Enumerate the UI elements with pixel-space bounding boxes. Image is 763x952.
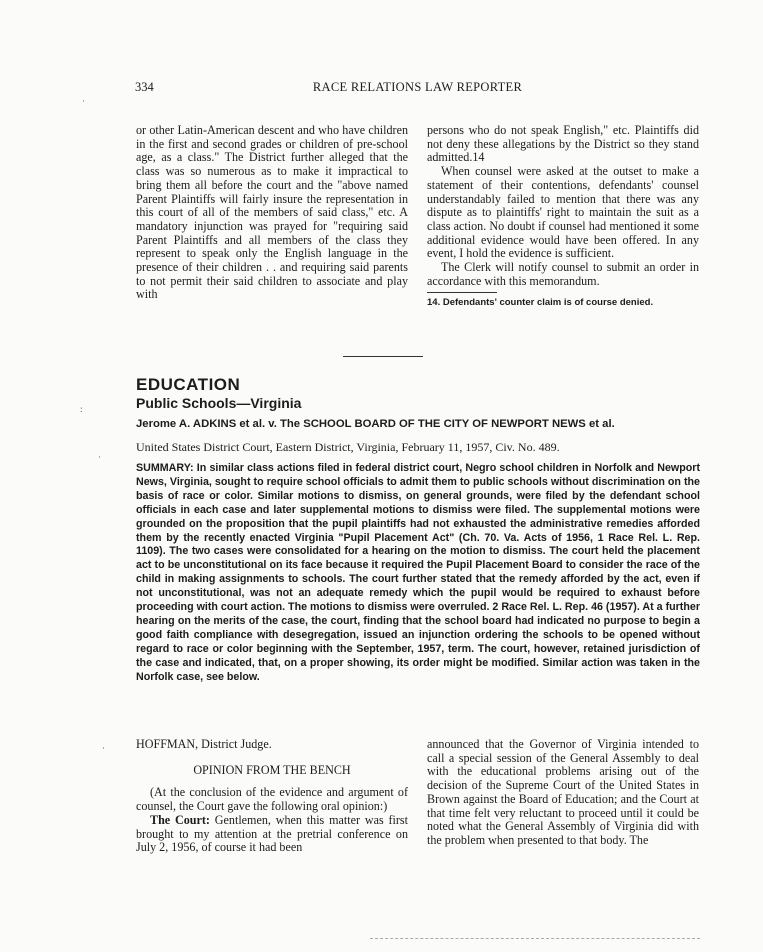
top-right-column: [427, 124, 699, 310]
section-title: EDUCATION: [136, 375, 241, 394]
footnote-rule: [427, 292, 497, 293]
section-divider: [343, 356, 423, 357]
opinion-text: Gentlemen, when this matter was first brought to my attention at the pretrial conference on July 2, 1956, of course it had been: [136, 812, 408, 855]
running-header: [135, 80, 700, 96]
opinion-paragraph: [136, 814, 408, 855]
opinion-paragraph: announced that the Governor of Virginia intended to call a special session of the General Assembly to deal with the educational problems arising out of the decision of the Supreme Court of the United States in Brown against the Board of Education; and the Court at that time felt very reluctant to proceed until it could be noted what the General Assembly of Virginia did with the problem when presented to that body. The: [427, 737, 699, 847]
continued-paragraph: persons who do not speak English," etc. Plaintiffs did not deny these allegations by the District so they stand admitted.14: [427, 123, 699, 165]
case-summary: SUMMARY: In similar class actions filed in federal district court, Negro school children in Norfolk and Newport News, Virginia, sought to require school officials to admit them to public schools without discrimination on the basis of race or color. Similar motions to dismiss, on general grounds, were filed by the defendant school officials in each case and later supplemental motions to dismiss were filed. The supplemental motions were grounded on the proposition that the pupil plaintiffs had not exhausted the administrative remedies afforded them by the recently enacted Virginia "Pupil Placement Act" (Ch. 70. Va. Acts of 1956, 1 Race Rel. L. Rep. 1109). The two cases were consolidated for a hearing on the motion to dismiss. The court held the placement act to be unconstitutional on its face because it required the Pupil Placement Board to consider the race of the child in making assignments to schools. The court further stated that the remedy afforded by the act, even if not unconstitutional, was not an adequate remedy which the pupil would be required to exhaust before proceeding with court action. The motions to dismiss were overruled. 2 Race Rel. L. Rep. 46 (1957). At a further hearing on the merits of the case, the court, finding that the school board had indicated no purpose to begin a good faith compliance with desegregation, issued an injunction ordering the schools to be opened without regard to race or color beginning with the September, 1957, term. The court, however, retained jurisdiction of the case and indicated, that, on a proper showing, its order might be modified. Similar action was taken in the Norfolk case, see below.: [136, 462, 700, 683]
opinion-left-column: [136, 738, 408, 855]
paragraph: When counsel were asked at the outset to make a statement of their contentions, defendants' counsel understandably failed to mention that there was any dispute as to plaintiffs' right to maintain the suit as a class action. No doubt if counsel had mentioned it some additional evidence would have been offered. In any event, I hold the evidence is sufficient.: [427, 164, 699, 261]
opinion-heading: OPINION FROM THE BENCH: [193, 762, 351, 777]
case-caption: Jerome A. ADKINS et al. v. The SCHOOL BOARD OF THE CITY OF NEWPORT NEWS et al.: [136, 418, 615, 430]
running-title: RACE RELATIONS LAW REPORTER: [312, 80, 523, 94]
scan-artifact: [370, 938, 700, 939]
page-number: 334: [135, 80, 154, 94]
opinion-right-column: [427, 738, 699, 848]
margin-mark: :: [80, 404, 83, 414]
margin-mark: ·: [82, 96, 85, 106]
paragraph: The Clerk will notify counsel to submit an order in accordance with this memorandum.: [427, 260, 699, 288]
section-subtitle: Public Schools—Virginia: [136, 395, 302, 411]
court-line: United States District Court, Eastern District, Virginia, February 11, 1957, Civ. No. 489.: [136, 440, 560, 454]
speaker-label: The Court:: [150, 812, 210, 827]
margin-mark: ·: [98, 452, 101, 462]
opinion-intro: (At the conclusion of the evidence and argument of counsel, the Court gave the following oral opinion:): [136, 785, 408, 814]
judge-name: HOFFMAN, District Judge.: [136, 737, 272, 751]
continued-paragraph: or other Latin-American descent and who have children in the first and second grades or children of pre-school age, as a class." The District further alleged that the class was so numerous as to make it impractical to bring them all before the court and the "above named Parent Plaintiffs will fairly insure the representation in this court of all of the members of said class," etc. A mandatory injunction was prayed for "requiring said Parent Plaintiffs and all members of the class they represent to speak only the English language in the presence of their children . . and requiring said parents to not permit their said children to associate and play with: [136, 123, 408, 302]
top-left-column: [136, 124, 408, 302]
footnote: 14. Defendants' counter claim is of course denied.: [427, 297, 654, 309]
margin-mark: ·: [102, 743, 105, 753]
